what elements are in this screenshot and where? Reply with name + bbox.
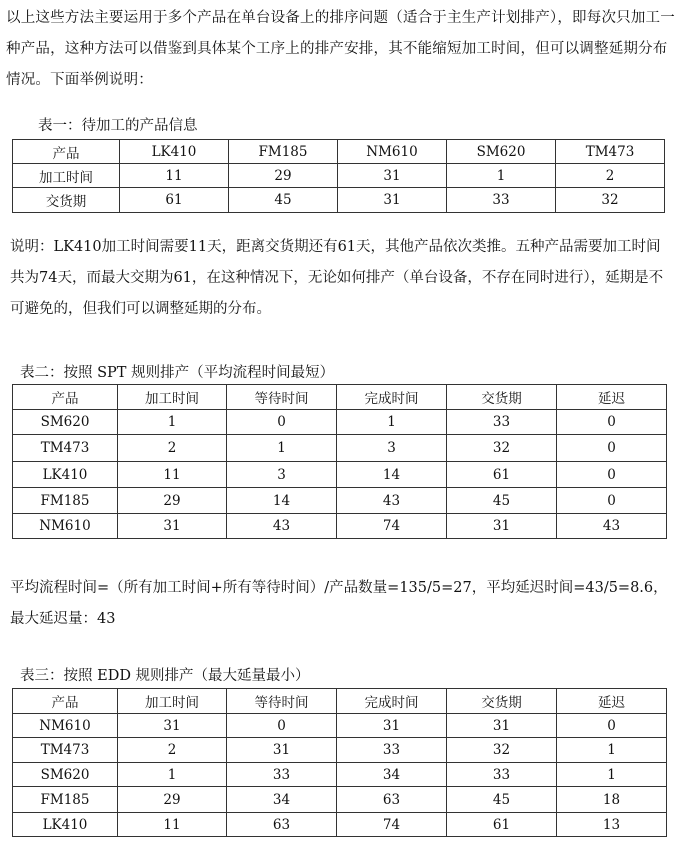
table2-spt-schedule [12,384,667,539]
table-row [13,462,667,488]
table1-cell: 11 [120,164,229,188]
table3-cell: 11 [118,813,227,837]
table-row [13,738,667,763]
table1-cell: 31 [338,188,447,213]
table2-cell: 45 [447,488,557,514]
table2-cell: 0 [557,410,667,435]
table1-row-label: 加工时间 [13,164,120,188]
table3-cell: 29 [118,787,227,813]
table2-cell: 0 [557,488,667,514]
table3-cell: 34 [227,787,337,813]
table1-row-label: 交货期 [13,188,120,213]
table1-cell: 33 [447,188,556,213]
table2-cell: 0 [557,462,667,488]
table3-cell: 1 [557,738,667,763]
table3-header-cell: 完成时间 [337,689,447,714]
table1-header-cell: SM620 [447,140,556,164]
table1-header-cell: 产品 [13,140,120,164]
table3-header-row [13,689,667,714]
table2-cell: 43 [227,514,337,539]
table3-cell: 2 [118,738,227,763]
table2-header-cell: 加工时间 [118,385,227,410]
table2-cell: 3 [227,462,337,488]
table-row [13,164,665,188]
table3-cell: 1 [118,763,227,787]
table3-cell: 18 [557,787,667,813]
table1-cell: 31 [338,164,447,188]
table3-header-cell: 产品 [13,689,118,714]
table3-edd-schedule [12,688,667,837]
table3-cell: 13 [557,813,667,837]
table3-header-cell: 加工时间 [118,689,227,714]
table3-header-cell: 交货期 [447,689,557,714]
table2-header-cell: 等待时间 [227,385,337,410]
intro-paragraph: 以上这些方法主要运用于多个产品在单台设备上的排序问题（适合于主生产计划排产），即每次只加工一种产品，这种方法可以借鉴到具体某个工序上的排产安排，其不能缩短加工时间，但可以调整延期分布情况。下面举例说明： [6,10,675,88]
table2-cell: 1 [337,410,447,435]
table2-cell: 31 [447,514,557,539]
table2-cell: 74 [337,514,447,539]
table1-cell: 45 [229,188,338,213]
table-row [13,763,667,787]
table1-header-cell: FM185 [229,140,338,164]
table2-product-cell: FM185 [13,488,118,514]
table1-cell: 29 [229,164,338,188]
table3-header-cell: 等待时间 [227,689,337,714]
table1-caption: 表一：待加工的产品信息 [38,118,198,134]
table2-product-cell: SM620 [13,410,118,435]
note-paragraph-1: 说明：LK410加工时间需要11天，距离交货期还有61天，其他产品依次类推。五种产品需要加工时间共为74天，而最大交期为61，在这种情况下，无论如何排产（单台设备，不存在同时进行），延期是不可避免的，但我们可以调整延期的分布。 [10,239,664,317]
table2-cell: 31 [118,514,227,539]
table2-cell: 43 [557,514,667,539]
table1-cell: 32 [556,188,665,213]
table2-cell: 33 [447,410,557,435]
table3-cell: 31 [337,714,447,738]
table2-caption: 表二：按照 SPT 规则排产（平均流程时间最短） [20,365,335,381]
table3-header-cell: 延迟 [557,689,667,714]
table2-cell: 0 [227,410,337,435]
table2-header-cell: 交货期 [447,385,557,410]
table3-cell: 61 [447,813,557,837]
table-row [13,813,667,837]
table3-cell: 63 [227,813,337,837]
table2-cell: 14 [227,488,337,514]
table1-header-cell: TM473 [556,140,665,164]
table2-cell: 1 [227,435,337,462]
table2-product-cell: NM610 [13,514,118,539]
table3-cell: 33 [337,738,447,763]
table3-cell: 1 [557,763,667,787]
table2-cell: 32 [447,435,557,462]
table2-cell: 1 [118,410,227,435]
table1-header-row [13,140,665,164]
table3-cell: 33 [447,763,557,787]
table-row [13,410,667,435]
table3-cell: 0 [557,714,667,738]
table2-cell: 61 [447,462,557,488]
table3-cell: 31 [447,714,557,738]
table3-cell: 31 [227,738,337,763]
table3-product-cell: LK410 [13,813,118,837]
table2-header-cell: 产品 [13,385,118,410]
table2-product-cell: LK410 [13,462,118,488]
table3-product-cell: TM473 [13,738,118,763]
table3-cell: 33 [227,763,337,787]
table-row [13,435,667,462]
table-row [13,787,667,813]
table2-cell: 43 [337,488,447,514]
table1-header-cell: NM610 [338,140,447,164]
table2-cell: 29 [118,488,227,514]
table-row [13,488,667,514]
table1-cell: 61 [120,188,229,213]
table3-cell: 32 [447,738,557,763]
table3-cell: 34 [337,763,447,787]
table1-header-cell: LK410 [120,140,229,164]
table1-cell: 2 [556,164,665,188]
table3-product-cell: FM185 [13,787,118,813]
table3-product-cell: NM610 [13,714,118,738]
table3-cell: 0 [227,714,337,738]
table2-cell: 11 [118,462,227,488]
table3-cell: 74 [337,813,447,837]
table2-cell: 14 [337,462,447,488]
note-paragraph-2: 平均流程时间=（所有加工时间+所有等待时间）/产品数量=135/5=27，平均延迟时间=43/5=8.6，最大延迟量：43 [10,580,668,627]
table-row [13,714,667,738]
table3-cell: 45 [447,787,557,813]
table-row [13,514,667,539]
table2-cell: 2 [118,435,227,462]
table2-header-cell: 延迟 [557,385,667,410]
table1-product-info [12,139,665,213]
table1-cell: 1 [447,164,556,188]
table2-header-row [13,385,667,410]
table3-cell: 31 [118,714,227,738]
table2-cell: 0 [557,435,667,462]
table3-caption: 表三：按照 EDD 规则排产（最大延量最小） [20,668,310,684]
table2-header-cell: 完成时间 [337,385,447,410]
table3-product-cell: SM620 [13,763,118,787]
table3-cell: 63 [337,787,447,813]
table2-cell: 3 [337,435,447,462]
table2-product-cell: TM473 [13,435,118,462]
table-row [13,188,665,213]
